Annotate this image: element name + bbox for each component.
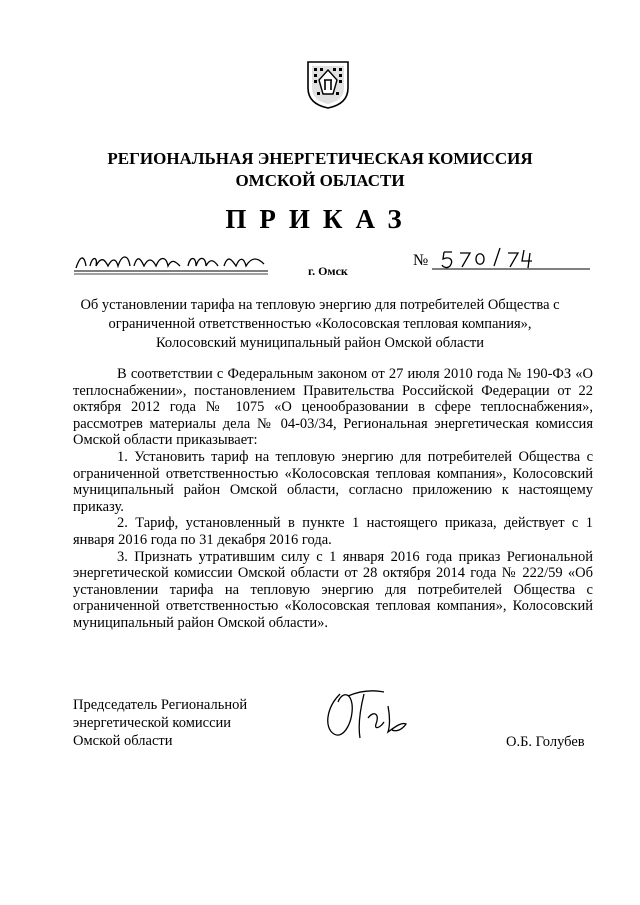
order-item-1: 1. Установить тариф на тепловую энергию для потребителей Общества с ограниченной ответственностью «Колосовская тепловая компания», Колосовский муниципальный район Омской области, согласно приложению к настоящему приказу. — [73, 448, 593, 515]
signer-position-line3: Омской области — [73, 733, 173, 749]
order-subject — [70, 296, 570, 353]
order-preamble: В соответствии с Федеральным законом от 27 июля 2010 года № 190-ФЗ «О теплоснабжении», постановлением Правительства Российской Федерации от 22 октября 2012 года № 1075 «О ценообразовании в сфере теплоснабжения», рассмотрев материалы дела № 04-03/34, Региональная энергетическая комиссия Омской области приказывает: — [73, 366, 593, 449]
order-subject-line2: ограниченной ответственностью «Колосовская тепловая компания», — [108, 316, 532, 332]
organization-title-line1: РЕГИОНАЛЬНАЯ ЭНЕРГЕТИЧЕСКАЯ КОМИССИЯ — [107, 149, 533, 168]
number-sign: № — [413, 252, 429, 269]
omsk-coat-of-arms-icon — [304, 58, 352, 110]
document-type: ПРИКАЗ — [225, 204, 415, 234]
order-subject-line1: Об установлении тарифа на тепловую энергию для потребителей Общества с — [80, 297, 560, 313]
organization-title-line2: ОМСКОЙ ОБЛАСТИ — [235, 171, 405, 190]
signer-position-line1: Председатель Региональной — [73, 697, 248, 713]
signer-name: О.Б. Голубев — [506, 734, 585, 750]
organization-title — [0, 148, 640, 192]
handwritten-date — [72, 248, 272, 276]
order-item-3: 3. Признать утратившим силу с 1 января 2016 года приказ Региональной энергетической комиссии Омской области от 28 октября 2014 года № 222/59 «Об установлении тарифа на тепловую энергию для потребителей Общества с ограниченной ответственностью «Колосовская тепловая компания», Колосовский муниципальный район Омской области». — [73, 548, 593, 631]
order-item-2: 2. Тариф, установленный в пункте 1 настоящего приказа, действует с 1 января 2016 года по 31 декабря 2016 года. — [73, 515, 593, 548]
signer-position — [73, 696, 247, 750]
signer-position-line2: энергетической комиссии — [73, 715, 232, 731]
handwritten-order-number — [432, 244, 590, 272]
handwritten-signature — [318, 684, 418, 744]
order-body — [73, 366, 593, 632]
order-subject-line3: Колосовский муниципальный район Омской области — [155, 335, 485, 351]
city-label: г. Омск — [308, 264, 348, 278]
